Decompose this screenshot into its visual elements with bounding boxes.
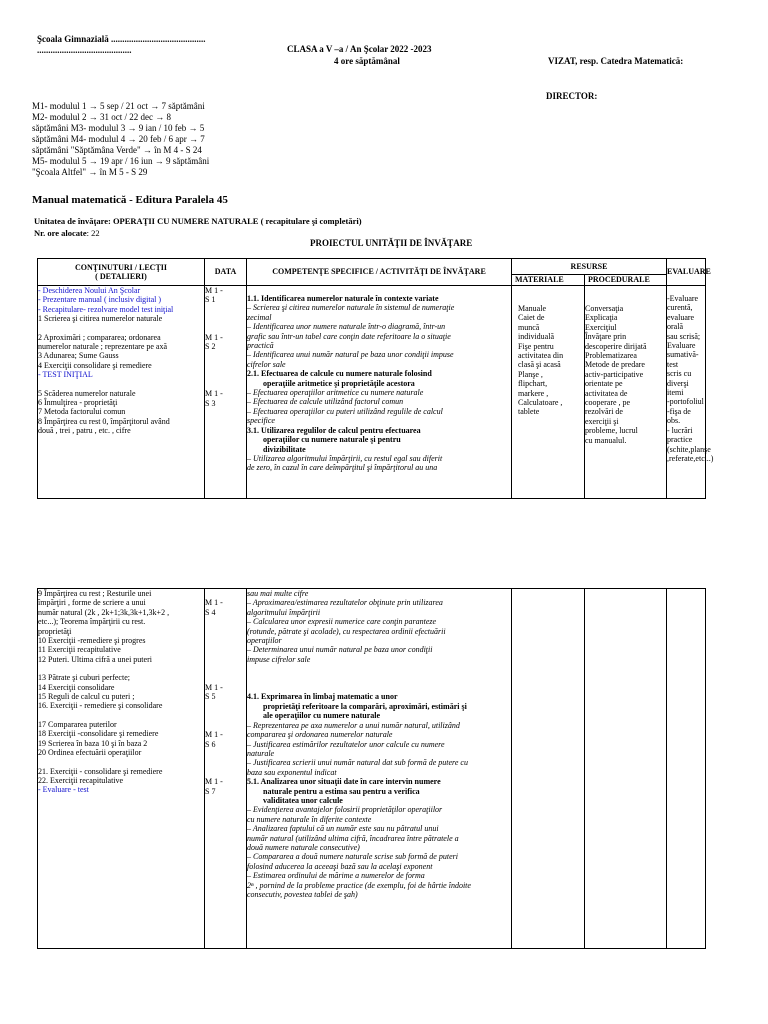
lesson-line: proprietăţi [38, 626, 72, 636]
procedural-line: probleme, lucrul [585, 426, 638, 436]
module-line: săptămâni "Săptămâna Verde" → în M 4 - S 24 [32, 145, 202, 155]
unit-line [34, 216, 362, 226]
activity-line: număr natural (utilizând ultima cifră, încadrarea între pătratele a [247, 833, 459, 843]
header-content-line1: CONŢINUTURI / LECŢII [74, 262, 168, 272]
material-line: Manuale [518, 304, 546, 313]
date-line [205, 380, 246, 389]
hours-line [34, 228, 100, 238]
material-line: muncă [518, 322, 540, 332]
module-line: săptămâni M4- modulul 4 → 20 feb / 6 apr → 7 [32, 134, 205, 144]
activity-line: sau mai multe cifre [247, 589, 309, 598]
date-line [205, 352, 246, 361]
procedural-line: Învăţare prin [585, 332, 627, 342]
date-line: M 1 - [205, 683, 223, 693]
procedural-line: rezolvări de [585, 407, 623, 417]
procedural-line: Exerciţiul [585, 322, 617, 332]
lesson-line: 7 Metoda factorului comun [38, 407, 126, 417]
evaluation-line: ,referate,etc...) [667, 453, 714, 463]
date-line: M 1 - [205, 777, 223, 787]
lesson-line: 11 Exerciţii recapitulative [38, 645, 121, 655]
activity-line: – Aproximarea/estimarea rezultatelor obţinute prin utilizarea [247, 598, 443, 608]
activity-line: – Estimarea ordinului de mărime a numerelor de forma [247, 871, 425, 881]
activity-line: – Justificarea scrierii unui număr natural dat sub formă de putere cu [247, 758, 468, 768]
hours-label: Nr. ore alocate [34, 228, 87, 238]
lesson-line: - Deschiderea Noului An Şcolar [38, 286, 141, 295]
date-line [205, 645, 246, 654]
content-cell [38, 589, 205, 949]
activity-line: – Justificarea estimărilor rezultatelor unor calcule cu numere [247, 739, 445, 749]
activity-line: specifice [247, 416, 275, 426]
lesson-line: 21. Exerciţii - consolidare şi remediere [38, 766, 163, 776]
date-line: S 6 [205, 739, 216, 749]
evaluation-line: -portofoliul [667, 397, 704, 407]
lesson-line: 13 Pătrate şi cuburi perfecte; [38, 673, 130, 683]
lesson-line: 8 Împărţirea cu rest 0, împărţitorul având [38, 416, 170, 426]
activity-line: – Utilizarea algoritmului împărţirii, cu restul egal sau diferit [247, 453, 443, 463]
date-line: S 4 [205, 607, 216, 617]
spacer [38, 758, 204, 767]
date-line [205, 371, 246, 380]
lesson-line: 20 Ordinea efectuării operaţiilor [38, 748, 142, 758]
procedural-line: exerciţii şi [585, 416, 619, 426]
date-line [205, 617, 246, 626]
competence-title: proprietăţi referitoare la comparări, aproximări, estimări şi [263, 701, 467, 711]
header-materials: MATERIALE [512, 275, 585, 286]
evaluation-line: itemi [667, 388, 684, 398]
activity-line [247, 664, 511, 673]
lesson-line: împărţiri , forme de scriere a unui [38, 598, 146, 608]
activity-line: operaţiilor [247, 636, 282, 646]
activity-line: – Identificarea unor numere naturale într-o diagramă, într-un [247, 322, 446, 332]
material-line: Fişe pentru [518, 341, 554, 351]
activity-line: 2ⁿ , pornind de la probleme practice (de exemplu, foi de hârtie îndoite [247, 880, 471, 890]
date-line [205, 314, 246, 323]
procedural-line: Metode de predare [585, 360, 645, 370]
date-line [205, 361, 246, 370]
material-line: clasă şi acasă [518, 360, 561, 370]
date-line: M 1 - [205, 730, 223, 740]
evaluation-line: -Evaluare [667, 294, 699, 303]
activity-line: impuse cifrelor sale [247, 654, 311, 664]
date-line: S 5 [205, 692, 216, 702]
evaluation-line: practice [667, 435, 693, 445]
activity-line [247, 674, 511, 683]
activity-line: două numere naturale consecutive) [247, 842, 360, 852]
activity-line [247, 683, 511, 692]
material-line: Caiet de [518, 313, 545, 323]
activity-line: consecutiv, povestea tablei de şah) [247, 890, 358, 899]
procedural-line: descoperire dirijată [585, 341, 647, 351]
date-line [205, 627, 246, 636]
procedural-line: activitatea de [585, 388, 628, 398]
competence-title: divizibilitate [263, 444, 306, 454]
lesson-line: 10 Exerciţii -remediere şi progres [38, 636, 146, 646]
lesson-line: număr natural (2k , 2k+1;3k,3k+1,3k+2 , [38, 607, 170, 617]
header-evaluation: EVALUARE [667, 259, 706, 286]
date-line: S 2 [205, 342, 216, 352]
header-content-line2: ( DETALIERI) [95, 272, 147, 281]
materials-cell [512, 286, 585, 499]
date-cell [205, 286, 247, 499]
competences-cell [247, 589, 512, 949]
date-line [205, 711, 246, 720]
spacer [38, 380, 204, 389]
competence-title: operaţiilor cu numere naturale şi pentru [263, 435, 401, 445]
activity-line: cifrelor sale [247, 359, 286, 369]
module-line: M5- modulul 5 → 19 apr / 16 iun → 9 săptămâni [32, 156, 210, 166]
competence-title: operaţiile aritmetice şi proprietăţile acestora [263, 378, 415, 388]
date-line: M 1 - [205, 286, 223, 295]
date-line [205, 758, 246, 767]
lesson-line: etc...); Teorema împărţirii cu rest. [38, 617, 146, 627]
date-line: S 3 [205, 398, 216, 408]
lesson-line: 17 Compararea puterilor [38, 719, 117, 729]
activity-line: compararea şi ordonarea numerelor naturale [247, 730, 393, 740]
date-line: M 1 - [205, 389, 223, 399]
header-content [38, 259, 205, 286]
activity-line: baza sau exponentul indicat [247, 767, 337, 777]
evaluation-line: (schite,planşe [667, 444, 711, 454]
hours-value: : 22 [86, 228, 100, 238]
lesson-line: - Recapitulare- rezolvare model test iniţial [38, 304, 174, 314]
date-line [205, 702, 246, 711]
module-list [32, 101, 209, 178]
procedural-line: Explicaţia [585, 313, 618, 323]
lesson-line: numerelor naturale ; reprezentare pe axă [38, 342, 168, 352]
competence-title: naturale pentru a estima sau pentru a verifica [263, 786, 420, 796]
procedural-line: orientate pe [585, 379, 623, 389]
material-line: Calculatoare , [518, 398, 563, 408]
material-line: individuală [518, 332, 554, 342]
lesson-line: 1 Scrierea şi citirea numerelor naturale [38, 314, 163, 324]
evaluation-line: curentă, [667, 303, 693, 313]
header-resources: RESURSE [512, 259, 667, 275]
class-year: CLASA a V –a / An Şcolar 2022 -2023 [287, 44, 432, 54]
evaluation-cell-empty [667, 589, 706, 949]
procedural-cell [585, 286, 667, 499]
module-line: M1- modulul 1 → 5 sep / 21 oct → 7 săptămâni [32, 101, 205, 111]
vizat-label: VIZAT, resp. Catedra Matematică: [548, 56, 684, 66]
module-line: M2- modulul 2 → 31 oct / 22 dec → 8 [32, 112, 171, 122]
activity-line: algoritmului împărţirii [247, 607, 321, 617]
date-line: S 7 [205, 786, 216, 796]
module-line: săptămâni M3- modulul 3 → 9 ian / 10 feb → 5 [32, 123, 205, 133]
date-line [205, 305, 246, 314]
activity-line: – Efectuarea operaţiilor cu puteri utilizând regulile de calcul [247, 406, 443, 416]
competence-title: 3.1. Utilizarea regulilor de calcul pentru efectuarea [247, 425, 421, 435]
manual-title: Manual matematică - Editura Paralela 45 [32, 194, 228, 206]
evaluation-line: sumativă-test [667, 350, 699, 369]
activity-line: – Evidenţierea avantajelor folosirii proprietăţilor operaţiilor [247, 805, 443, 815]
header-date: DATA [205, 259, 247, 286]
material-line: tablete [518, 407, 540, 417]
lesson-line: 15 Reguli de calcul cu puteri ; [38, 692, 135, 702]
project-table-part1 [37, 258, 714, 499]
date-cell [205, 589, 247, 949]
evaluation-line: evaluare orală [667, 312, 695, 332]
lesson-line: 5 Scăderea numerelor naturale [38, 388, 136, 398]
procedural-line: cu manualul. [585, 435, 627, 445]
weekly-hours: 4 ore săptămânal [334, 56, 400, 66]
lesson-line: - Prezentare manual ( inclusiv digital ) [38, 295, 162, 305]
date-line [205, 655, 246, 664]
project-table-part2 [37, 588, 706, 949]
header-procedural: PROCEDURALE [585, 275, 667, 286]
date-line [205, 749, 246, 758]
evaluation-line: - lucrări [667, 425, 693, 435]
activity-line: – Efectuarea de calcule utilizând factorul comun [247, 397, 404, 407]
activity-line: (rotunde, pătrate şi acolade), cu respectarea ordinii efectuării [247, 626, 446, 636]
lesson-line: două , trei , patru , etc. , cifre [38, 426, 131, 436]
lesson-line: 2 Aproximări ; compararea; ordonarea [38, 332, 161, 342]
unit-name: OPERAŢII CU NUMERE NATURALE ( recapitulare şi completări) [112, 216, 362, 226]
activity-line: cu numere naturale în diferite contexte [247, 814, 372, 824]
lesson-line: 9 Împărţirea cu rest ; Resturile unei [38, 589, 152, 598]
lesson-line: 6 Înmulţirea - proprietăţi [38, 398, 118, 408]
material-line: flipchart, [518, 379, 548, 389]
module-line: "Şcoala Altfel" → în M 5 - S 29 [32, 167, 148, 177]
material-line: activitatea din [518, 351, 564, 361]
competence-title: validitatea unor calcule [263, 795, 343, 805]
date-line [205, 768, 246, 777]
date-line [205, 664, 246, 673]
procedural-line: activ-participative [585, 369, 644, 379]
activity-line: zecimal [247, 312, 272, 322]
materials-cell-empty [512, 589, 585, 949]
date-line [205, 589, 246, 598]
procedural-line: Conversaţia [585, 304, 624, 313]
activity-line: – Calcularea unor expresii numerice care conţin paranteze [247, 617, 437, 627]
activity-line: – Identificarea unui număr natural pe baza unor condiţii impuse [247, 350, 454, 360]
competence-title: 1.1. Identificarea numerelor naturale în contexte variate [247, 294, 439, 303]
activity-line: – Scrierea şi citirea numerelor naturale în sistemul de numeraţie [247, 303, 455, 313]
material-line: markere , [518, 388, 549, 398]
date-line [205, 721, 246, 730]
evaluation-line: Evaluare [667, 341, 696, 351]
date-line [205, 636, 246, 645]
activity-line: de zero, în cazul în care deîmpărţitul şi împărţitorul au una [247, 463, 438, 473]
lesson-line: 14 Exerciţii consolidare [38, 682, 115, 692]
lesson-line: 19 Scrierea în baza 10 şi în baza 2 [38, 738, 148, 748]
project-title: PROIECTUL UNITĂŢII DE ÎNVĂŢARE [310, 238, 473, 248]
spacer [38, 711, 204, 720]
activity-line: – Efectuarea operaţiilor aritmetice cu numere naturale [247, 388, 424, 398]
activity-line: grafic sau într-un tabel care conţin date referitoare la o situaţie [247, 331, 451, 341]
director-label: DIRECTOR: [546, 91, 598, 101]
evaluation-line: scris cu diverşi [667, 369, 692, 388]
lesson-line: 4 Exerciţii consolidare şi remediere [38, 360, 152, 370]
date-line: M 1 - [205, 598, 223, 608]
date-line [205, 324, 246, 333]
competence-title: 5.1. Analizarea unor situaţii date în care intervin numere [247, 777, 441, 787]
procedural-line: cooperare , pe [585, 398, 631, 408]
activity-line: folosind aducerea la aceeaşi bază sau la acelaşi exponent [247, 861, 433, 871]
school-name-dots: .......................................... [37, 45, 132, 55]
lesson-line: 12 Puteri. Ultima cifră a unei puteri [38, 654, 152, 664]
lesson-line: 22. Exerciţii recapitulative [38, 775, 124, 785]
lesson-line: - Evaluare - test [38, 785, 89, 795]
competences-cell [247, 286, 512, 499]
material-line: Planşe , [518, 369, 543, 379]
procedural-cell-empty [585, 589, 667, 949]
spacer [38, 664, 204, 673]
date-line: S 1 [205, 295, 216, 305]
evaluation-cell [667, 286, 714, 499]
procedural-line: Problematizarea [585, 351, 637, 361]
activity-line: – Reprezentarea pe axa numerelor a unui număr natural, utilizând [247, 720, 460, 730]
evaluation-line: -fişa de obs. [667, 406, 691, 426]
lesson-line: - TEST INIŢIAL [38, 370, 93, 380]
school-name: Şcoala Gimnazială .......................................... [37, 34, 206, 44]
lesson-line: 18 Exerciţii -consolidare şi remediere [38, 729, 159, 739]
activity-line: – Analizarea faptului că un număr este sau nu pătratul unui [247, 824, 439, 834]
spacer [38, 324, 204, 333]
unit-label: Unitatea de învăţare: [34, 216, 113, 226]
content-cell [38, 286, 205, 499]
evaluation-line: sau scrisă; [667, 331, 701, 341]
competence-title: 4.1. Exprimarea în limbaj matematic a unor [247, 692, 398, 702]
header-competences: COMPETENŢE SPECIFICE / ACTIVITĂŢI DE ÎNVĂŢARE [247, 259, 512, 286]
competence-title: 2.1. Efectuarea de calcule cu numere naturale folosind [247, 369, 432, 379]
activity-line: – Compararea a două numere naturale scrise sub formă de puteri [247, 852, 458, 862]
date-line [205, 674, 246, 683]
lesson-line: 16. Exerciţii - remediere şi consolidare [38, 701, 163, 711]
activity-line: practică [247, 341, 274, 351]
competence-title: ale operaţiilor cu numere naturale [263, 711, 381, 721]
lesson-line: 3 Adunarea; Sume Gauss [38, 351, 119, 361]
date-line: M 1 - [205, 333, 223, 343]
activity-line: – Determinarea unui număr natural pe baza unor condiţii [247, 645, 433, 655]
activity-line: naturale [247, 748, 275, 758]
